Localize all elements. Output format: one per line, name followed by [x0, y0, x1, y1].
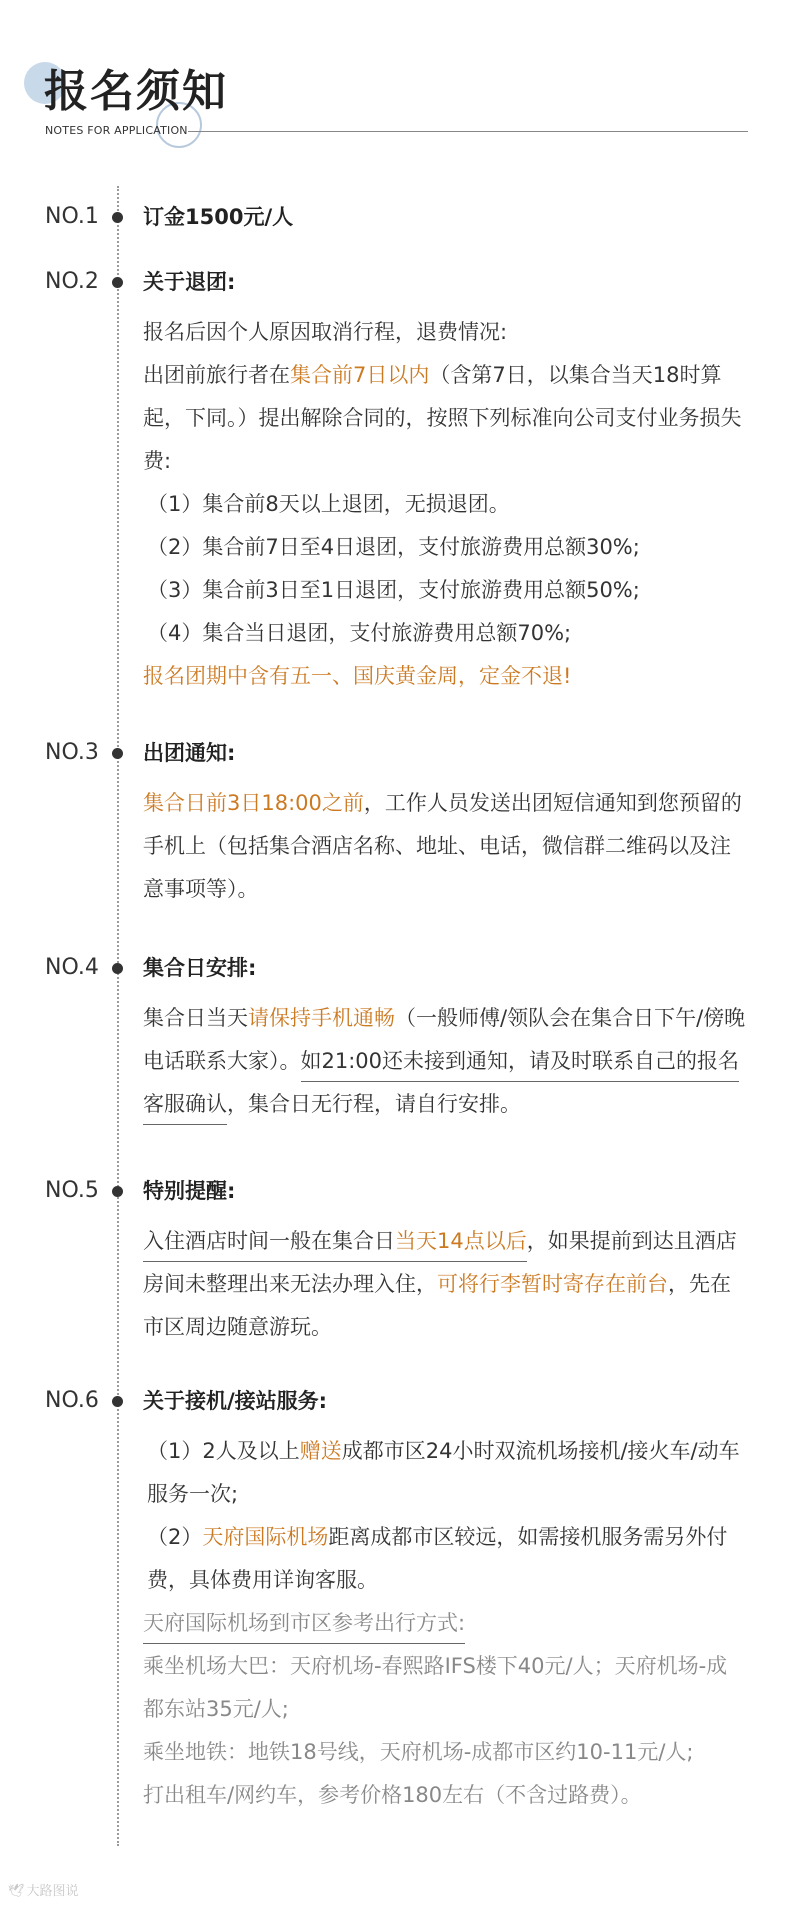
reference-transport-title [143, 1602, 748, 1645]
text-segment: （含第7日，以集合当天18时算起，下同。）提出解除合同的，按照下列标准向公司支付业务损失费: [143, 363, 742, 473]
underlined-text: 如21:00还未接到通知，请及时联系自己的报名客服确认 [143, 1049, 739, 1125]
text-segment: 成都市区24小时双流机场接机/接火车/动车服务一次; [147, 1439, 740, 1506]
refund-intro: 报名后因个人原因取消行程，退费情况: [143, 320, 508, 344]
timeline-dot [112, 1186, 123, 1197]
section-body [143, 1386, 748, 1817]
page-title: 报名须知 [44, 66, 228, 117]
transport-option: 乘坐机场大巴：天府机场-春熙路IFS楼下40元/人；天府机场-成都东站35元/人; [143, 1654, 728, 1721]
refund-rule: （1）集合前8天以上退团，无损退团。 [147, 492, 510, 516]
highlight-text: 当天14点以后 [395, 1229, 527, 1262]
refund-terms [143, 354, 748, 483]
section-body [143, 267, 748, 698]
text-segment: （2） [147, 1525, 203, 1549]
text-segment: （1）2人及以上 [147, 1439, 300, 1463]
deposit-warning: 报名团期中含有五一、国庆黄金周，定金不退! [143, 664, 572, 688]
timeline-dot [112, 212, 123, 223]
timeline-dot [112, 277, 123, 288]
text-segment: 出团前旅行者在 [143, 363, 290, 387]
watermark-text: 大路图说 [26, 1884, 79, 1899]
text-segment: 集合日当天 [143, 1006, 248, 1030]
section-body [143, 1176, 748, 1349]
section-body [143, 738, 748, 911]
timeline-line [117, 186, 119, 1846]
section-number: NO.5 [45, 1178, 99, 1203]
highlight-text: 赠送 [299, 1439, 342, 1463]
page-header [0, 0, 790, 150]
section-number: NO.3 [45, 740, 99, 765]
highlight-text: 集合前7日以内 [290, 363, 430, 387]
text-segment: ，如果提前到达且酒店房间未整理出来无法办理入住， [143, 1229, 737, 1296]
text-segment: ，工作人员发送出团短信通知到您预留的手机上（包括集合酒店名称、地址、电话，微信群二维码以及注意事项等）。 [143, 791, 742, 901]
section-heading: 特别提醒: [143, 1179, 236, 1203]
underlined-text: 入住酒店时间一般在集合日 [143, 1229, 395, 1262]
special-reminder-text [143, 1220, 748, 1349]
section-heading: 出团通知: [143, 741, 236, 765]
gathering-day-text [143, 997, 748, 1126]
refund-rule: （3）集合前3日至1日退团，支付旅游费用总额50%; [147, 578, 640, 602]
highlight-text: 集合日前3日18:00之前 [143, 791, 364, 815]
watermark [8, 1880, 79, 1899]
section-number: NO.6 [45, 1388, 99, 1413]
transport-option: 打出租车/网约车，参考价格180左右（不含过路费）。 [143, 1783, 642, 1807]
transport-option: 乘坐地铁：地铁18号线，天府机场-成都市区约10-11元/人; [143, 1740, 694, 1764]
section-body [143, 953, 748, 1126]
refund-rule: （2）集合前7日至4日退团，支付旅游费用总额30%; [147, 535, 640, 559]
page-subtitle: NOTES FOR APPLICATION [45, 124, 188, 137]
highlight-text: 天府国际机场 [202, 1525, 329, 1549]
pickup-item-1 [143, 1430, 748, 1516]
timeline-dot [112, 963, 123, 974]
section-heading: 订金1500元/人 [143, 205, 294, 229]
section-heading: 集合日安排: [143, 956, 257, 980]
section-number: NO.1 [45, 204, 99, 229]
watermark-logo-icon: 🕊 [8, 1884, 25, 1899]
section-body [143, 202, 748, 246]
section-heading: 关于接机/接站服务: [143, 1389, 328, 1413]
header-divider [188, 131, 748, 132]
text-segment: （一般师傅/领队会在集合日下午/傍晚电话联系大家）。 [143, 1006, 746, 1073]
underlined-text: 天府国际机场到市区参考出行方式: [143, 1611, 465, 1644]
departure-notice-text [143, 782, 748, 911]
highlight-text: 可将行李暂时寄存在前台 [437, 1272, 668, 1296]
text-segment: ，集合日无行程，请自行安排。 [227, 1092, 521, 1116]
pickup-item-2 [143, 1516, 748, 1602]
section-number: NO.4 [45, 955, 99, 980]
refund-rule: （4）集合当日退团，支付旅游费用总额70%; [147, 621, 572, 645]
text-segment: ，先在市区周边随意游玩。 [143, 1272, 731, 1339]
highlight-text: 请保持手机通畅 [248, 1006, 395, 1030]
timeline-dot [112, 1396, 123, 1407]
section-heading: 关于退团: [143, 270, 236, 294]
section-number: NO.2 [45, 269, 99, 294]
text-segment: 距离成都市区较远，如需接机服务需另外付费，具体费用详询客服。 [147, 1525, 728, 1592]
timeline-dot [112, 748, 123, 759]
